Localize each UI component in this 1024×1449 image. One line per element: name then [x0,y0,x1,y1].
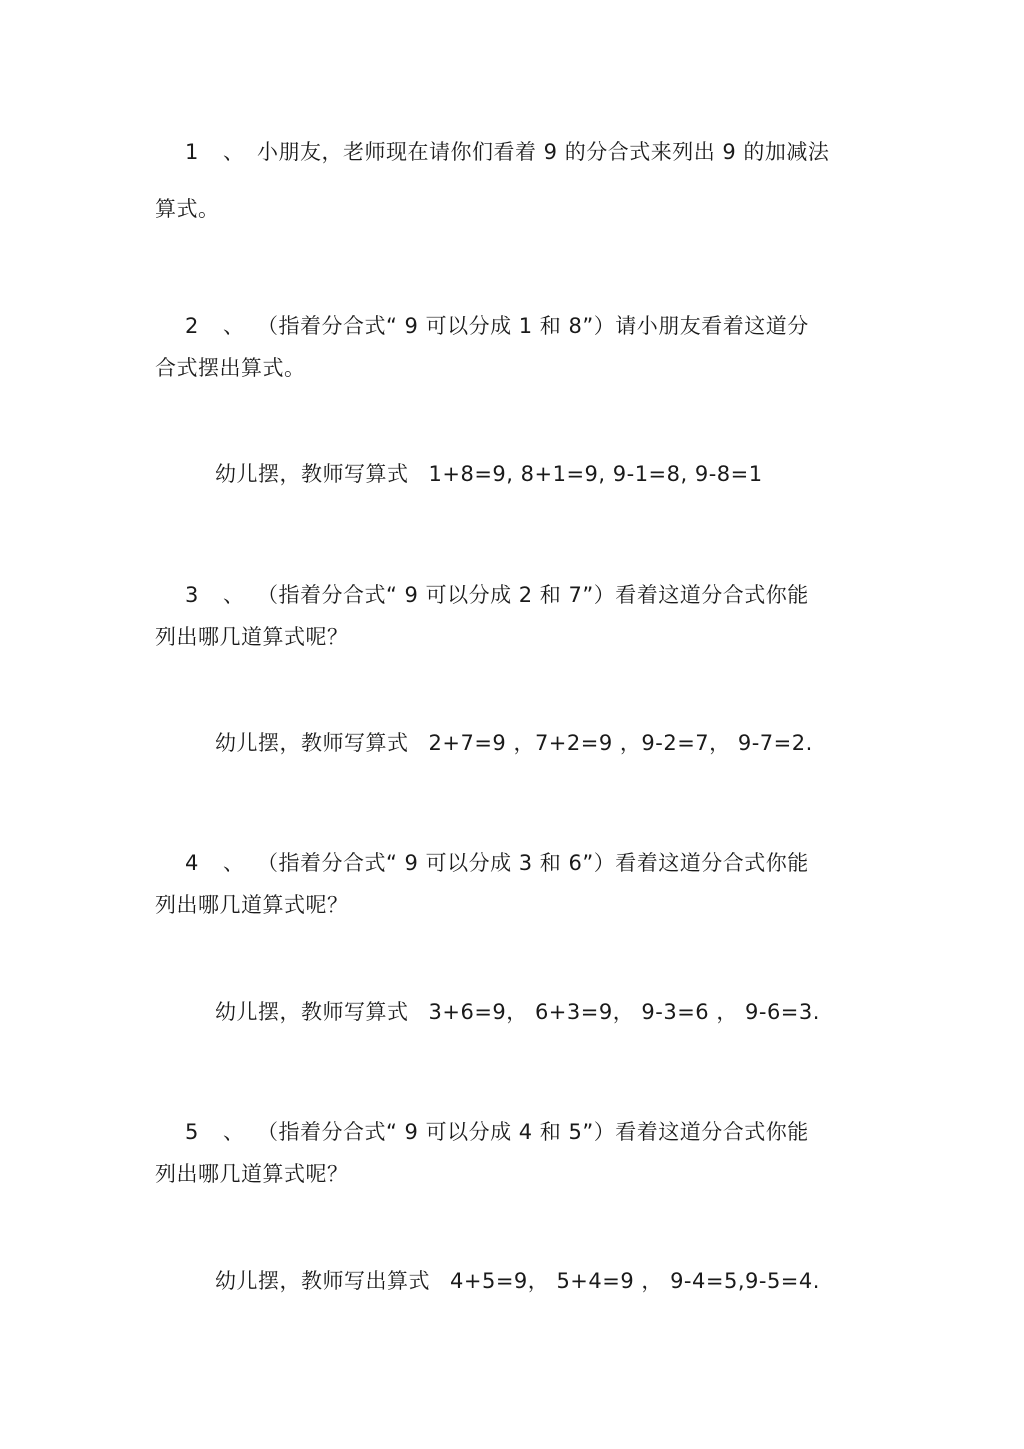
item-1-separator: 、 [223,140,245,164]
item-3-line-2 [155,622,349,652]
item-1-text-line-2: 算式。 [155,197,220,221]
item-4-child-line [215,997,820,1027]
item-2-line-1 [155,311,809,341]
item-4-line-2 [155,890,349,920]
item-5-number: 5 [185,1120,199,1144]
item-5-text-line-1: （指着分合式“ 9 可以分成 4 和 5”）看着这道分合式你能 [257,1120,809,1144]
item-4-child-label: 幼儿摆，教师写算式 [215,1000,409,1024]
item-5-line-2 [155,1159,349,1189]
item-2-child-label: 幼儿摆，教师写算式 [215,462,409,486]
item-5-line-1 [155,1117,809,1147]
item-5-child-line [215,1266,820,1296]
item-3-number: 3 [185,583,199,607]
item-1-number: 1 [185,140,199,164]
item-1-text-line-1: 小朋友，老师现在请你们看着 9 的分合式来列出 9 的加减法 [257,140,830,164]
item-2-separator: 、 [223,314,245,338]
item-4-number: 4 [185,851,199,875]
item-3-text-line-2: 列出哪几道算式呢？ [155,625,349,649]
item-5-text-line-2: 列出哪几道算式呢？ [155,1162,349,1186]
item-2-child-formula: 1+8=9, 8+1=9, 9-1=8, 9-8=1 [428,462,763,486]
item-4-text-line-2: 列出哪几道算式呢？ [155,893,349,917]
item-2-line-2 [155,353,306,383]
item-2-number: 2 [185,314,199,338]
item-1-line-1 [155,137,829,167]
item-5-child-label: 幼儿摆，教师写出算式 [215,1269,430,1293]
item-5-child-formula: 4+5=9， 5+4=9 ， 9-4=5,9-5=4. [450,1269,820,1293]
item-3-line-1 [155,580,809,610]
item-4-line-1 [155,848,809,878]
item-3-separator: 、 [223,583,245,607]
item-1-line-2 [155,194,220,224]
item-4-separator: 、 [223,851,245,875]
item-3-child-line [215,728,813,758]
item-2-text-line-2: 合式摆出算式。 [155,356,306,380]
item-3-text-line-1: （指着分合式“ 9 可以分成 2 和 7”）看着这道分合式你能 [257,583,809,607]
item-2-text-line-1: （指着分合式“ 9 可以分成 1 和 8”）请小朋友看着这道分 [257,314,809,338]
item-3-child-label: 幼儿摆，教师写算式 [215,731,409,755]
item-4-child-formula: 3+6=9， 6+3=9， 9-3=6 ， 9-6=3. [428,1000,820,1024]
item-3-child-formula: 2+7=9 ，7+2=9 ，9-2=7， 9-7=2. [428,731,813,755]
item-5-separator: 、 [223,1120,245,1144]
item-2-child-line [215,459,763,489]
item-4-text-line-1: （指着分合式“ 9 可以分成 3 和 6”）看着这道分合式你能 [257,851,809,875]
